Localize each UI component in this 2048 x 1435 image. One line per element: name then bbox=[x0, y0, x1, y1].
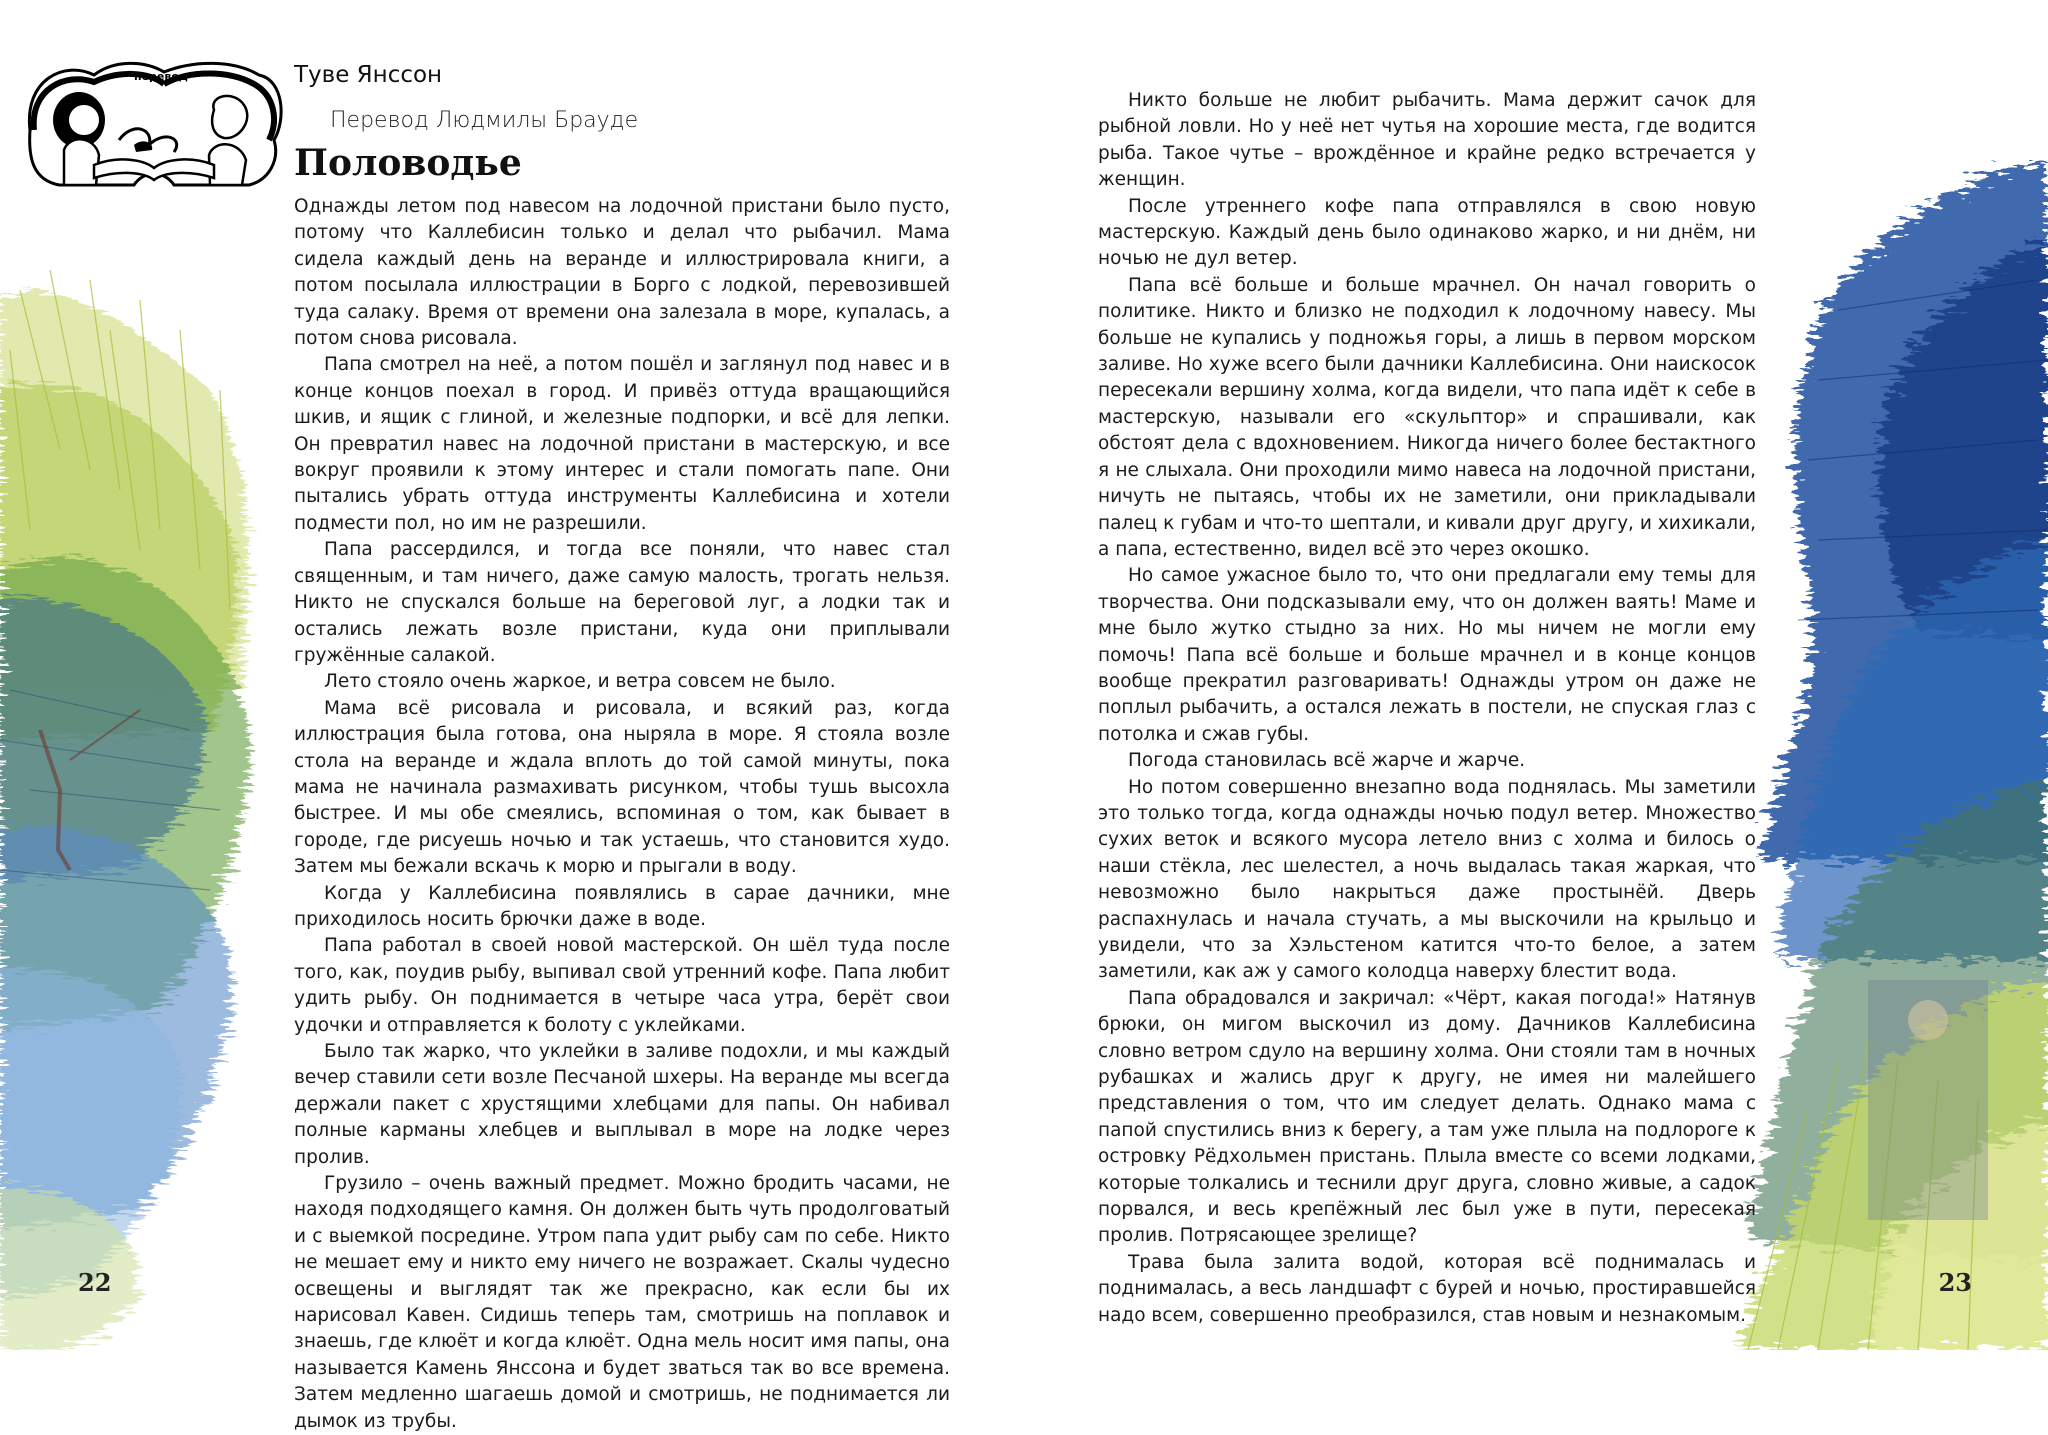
paragraph: Лето стояло очень жаркое, и ветра совсем не было. bbox=[324, 671, 836, 693]
author-name: Туве Янссон bbox=[294, 62, 443, 88]
paragraph: Никто больше не любит рыбачить. Мама держит сачок для рыбной ловли. Но у неё нет чутья на хорошие места, где водится рыба. Такое чутье – врождённое и крайне редко встречается у женщин. bbox=[1098, 90, 1756, 191]
story-title: Половодье bbox=[294, 142, 522, 184]
paragraph: Папа обрадовался и закричал: «Чёрт, какая погода!» Натянув брюки, он мигом выскочил из дому. Дачников Каллебисина словно ветром сдуло на вершину холма. Они стояли там в ночных рубашках и жались друг к другу, не имея ни малейшего представления о том, что им следует делать. Однако мама с папой спустились вниз к берегу, а там уже плыла на подлороге к островку Рёдхольмен пристань. Плыла вместе со всеми лодками, которые толкались и теснили друг друга, словно живые, а садок порвался, и весь крепёжный лес был уже в пути, пересекая пролив. Потрясающее зрелище? bbox=[1098, 987, 1756, 1247]
paragraph: После утреннего кофе папа отправлялся в свою новую мастерскую. Каждый день было одинаково жарко, и ни днём, ни ночью не дул ветер. bbox=[1098, 195, 1756, 270]
paragraph: Папа всё больше и больше мрачнел. Он начал говорить о политике. Никто и близко не подходил к лодочному навесу. Мы больше не купались у подножья горы, а лишь в первом морском заливе. Но хуже всего были дачники Каллебисина. Они наискосок пересекали вершину холма, когда видели, что папа идёт к себе в мастерскую, называли его «скульптор» и спрашивали, как обстоят дела с вдохновением. Никогда ничего более бестактного я не слыхала. Они проходили мимо навеса на лодочной пристани, ничуть не пытаясь, чтобы их не заметили, они прикладывали палец к губам и что-то шептали, и кивали друг другу, и хихикали, а папа, естественно, видел всё это через окошко. bbox=[1098, 274, 1756, 560]
page-number-left: 22 bbox=[78, 1268, 112, 1297]
paragraph: Мама всё рисовала и рисовала, и всякий раз, когда иллюстрация была готова, она ныряла в море. Я стояла возле стола на веранде и ждала вплоть до той самой минуты, пока мама не начинала размахивать рисунком, чтобы тушь высохла быстрее. И мы обе смеялись, вспоминая о том, как бывает в городе, где рисуешь ночью и так устаешь, что становится худо. Затем мы бежали вскачь к морю и прыгали в воду. bbox=[294, 697, 950, 878]
paragraph: Папа работал в своей новой мастерской. Он шёл туда после того, как, поудив рыбу, выпивал свой утренний кофе. Папа любит удить рыбу. Он поднимается в четыре часа утра, берёт свои удочки и отправляется к болоту с уклейками. bbox=[294, 935, 950, 1036]
paragraph: Папа рассердился, и тогда все поняли, что навес стал священным, и там ничего, даже самую малость, трогать нельзя. Никто не спускался больше на береговой луг, а лодки так и остались лежать возле пристани, куда они приплывали гружённые салакой. bbox=[294, 539, 950, 666]
translation-logo bbox=[24, 60, 286, 190]
paragraph: Папа смотрел на неё, а потом пошёл и заглянул под навес и в конце концов поехал в город. И привёз оттуда вращающийся шкив, и ящик с глиной, и железные подпорки, и всё для лепки. Он превратил навес на лодочной пристани в мастерскую, и все вокруг проявили к этому интерес и стали помогать папе. Они пытались убрать оттуда инструменты Каллебисина и хотели подмести пол, но им не разрешили. bbox=[294, 354, 950, 534]
paragraph: Грузило – очень важный предмет. Можно бродить часами, не находя подходящего камня. Он должен быть чуть продолговатый и с выемкой посредине. Утром папа удит рыбу сам по себе. Никто не мешает ему и никто ему ничего не возражает. Скалы чудесно освещены и выглядят так же прекрасно, как если бы их нарисовал Кавен. Сидишь теперь там, смотришь на поплавок и знаешь, где клюёт и когда клюёт. Одна мель носит имя папы, она называется Камень Янссона и будет зваться так во все времена. Затем медленно шагаешь домой и смотришь, не поднимается ли дымок из трубы. bbox=[294, 1173, 950, 1432]
paragraph: Но потом совершенно внезапно вода поднялась. Мы заметили это только тогда, когда однажды ночью подул ветер. Множество сухих веток и всякого мусора летело вниз с холма и билось о наши стёкла, лес шелестел, а ночь выдалась такая жаркая, что невозможно было накрыться даже простынёй. Дверь распахнулась и начала стучать, а мы выскочили на крыльцо и увидели, что за Хэльстеном катится что-то белое, а затем заметили, как аж у самого колодца наверху блестит вода. bbox=[1098, 776, 1756, 983]
page-number-right: 23 bbox=[1938, 1268, 1972, 1297]
logo-label: перевод bbox=[134, 70, 188, 83]
paragraph: Трава была залита водой, которая всё поднималась и поднималась, а весь ландшафт с бурей и ночью, простиравшейся надо всем, совершенно преобразился, став новым и незнакомым. bbox=[1098, 1251, 1756, 1326]
translator-credit: Перевод Людмилы Брауде bbox=[330, 108, 639, 133]
right-illustration bbox=[1718, 160, 2048, 1350]
left-illustration bbox=[0, 270, 300, 1350]
paragraph: Когда у Каллебисина появлялись в сарае дачники, мне приходилось носить брючки даже в воде. bbox=[294, 882, 950, 930]
paragraph: Но самое ужасное было то, что они предлагали ему темы для творчества. Они подсказывали ему, что он должен ваять! Маме и мне было жутко стыдно за них. Но мы ничем не могли ему помочь! Папа всё больше и больше мрачнел и в конце концов вообще прекратил разговаривать! Однажды утром он даже не поплыл рыбачить, а остался лежать в постели, не спуская глаз с потолка и сжав губы. bbox=[1098, 565, 1756, 745]
paragraph: Однажды летом под навесом на лодочной пристани было пусто, потому что Каллебисин только и делал что рыбачил. Мама сидела каждый день на веранде и иллюстрировала книги, а потом посылала иллюстрации в Борго с лодкой, перевозившей туда салаку. Время от времени она залезала в море, купалась, а потом снова рисовала. bbox=[294, 196, 950, 350]
paragraph: Было так жарко, что уклейки в заливе подохли, и мы каждый вечер ставили сети возле Песчаной шхеры. На веранде мы всегда держали пакет с хрустящими хлебцами для папы. Он набивал полные карманы хлебцев и выплывал в море на лодке через пролив. bbox=[294, 1041, 950, 1168]
right-text-column bbox=[1098, 88, 1756, 1329]
left-text-column bbox=[294, 194, 950, 1435]
paragraph: Погода становилась всё жарче и жарче. bbox=[1128, 750, 1526, 772]
